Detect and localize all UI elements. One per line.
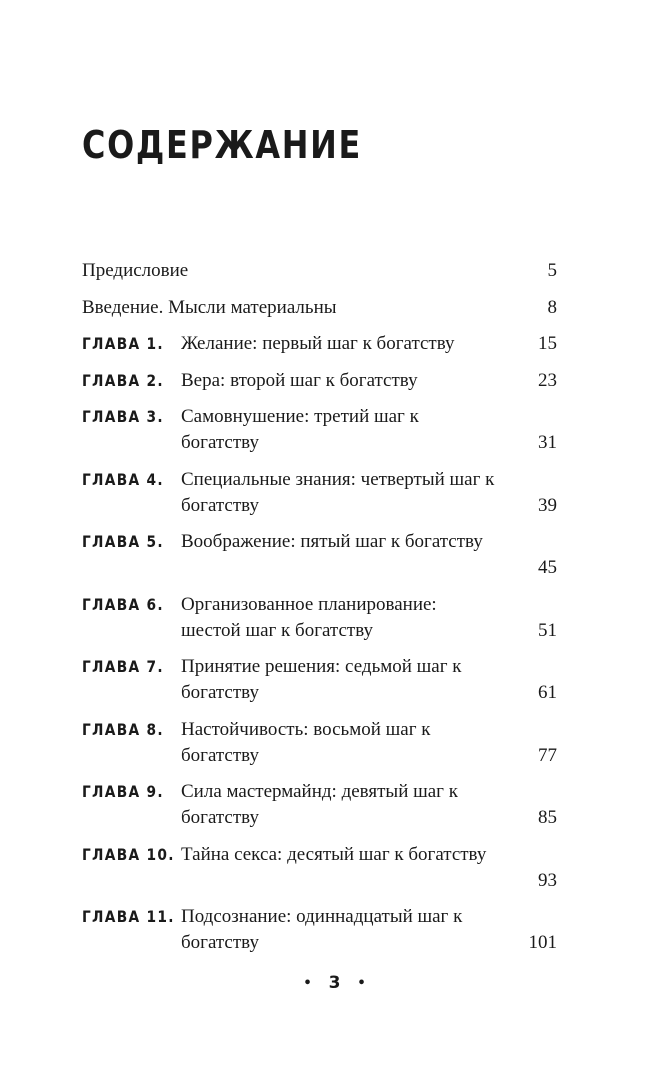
toc-page-number: 5 (547, 260, 557, 281)
toc-page-number: 101 (528, 932, 557, 953)
toc-entry-title: Сила мастермайнд: девятый шаг к богатству (181, 781, 458, 828)
toc-page-number: 93 (538, 869, 557, 891)
chapter-label: ГЛАВА 5. (82, 532, 164, 551)
toc-entry-chapter-5[interactable] (82, 529, 557, 581)
chapter-label: ГЛАВА 1. (82, 334, 164, 353)
toc-page-number: 61 (538, 682, 557, 703)
toc-page-number: 77 (538, 744, 557, 766)
toc-page-number: 85 (538, 807, 557, 828)
chapter-label: ГЛАВА 7. (82, 657, 164, 676)
page-footer (0, 970, 669, 998)
toc-entry-title: Желание: первый шаг к богатству (181, 333, 455, 354)
toc-page-number: 51 (538, 619, 557, 641)
toc-entry-title: Введение. Мысли материальны (82, 296, 337, 318)
chapter-label: ГЛАВА 6. (82, 594, 164, 614)
toc-entry-chapter-6[interactable] (82, 592, 557, 644)
toc-entry-chapter-2[interactable] (82, 368, 557, 394)
toc-entry-title: Принятие решения: седьмой шаг к богатству (181, 656, 462, 703)
toc-page-number: 8 (547, 296, 557, 318)
toc-page-number: 23 (538, 369, 557, 391)
toc-entry-title: Специальные знания: четвертый шаг к богатству (181, 468, 495, 516)
toc-page-number: 45 (538, 557, 557, 578)
toc-entry-introduction[interactable] (82, 295, 557, 321)
toc-entry-chapter-3[interactable] (82, 404, 557, 456)
toc-page-number: 39 (538, 494, 557, 516)
chapter-label: ГЛАВА 10. (82, 844, 175, 864)
toc-entry-chapter-4[interactable] (82, 467, 557, 519)
toc-page-number: 15 (538, 333, 557, 354)
page-title: СОДЕРЖАНИЕ (82, 123, 363, 167)
chapter-label: ГЛАВА 4. (82, 469, 164, 489)
chapter-label: ГЛАВА 2. (82, 370, 164, 390)
toc-entry-chapter-8[interactable] (82, 717, 557, 769)
toc-entry-title: Организованное планирование: шестой шаг к богатству (181, 593, 437, 641)
toc-entry-title: Предисловие (82, 260, 189, 281)
bullet-icon: • (357, 976, 366, 991)
table-of-contents (82, 258, 557, 967)
chapter-label: ГЛАВА 11. (82, 907, 175, 926)
toc-entry-chapter-10[interactable] (82, 842, 557, 894)
toc-entry-title: Вера: второй шаг к богатству (181, 369, 418, 391)
toc-entry-title: Тайна секса: десятый шаг к богатству (181, 843, 487, 865)
toc-entry-chapter-11[interactable] (82, 904, 557, 956)
chapter-label: ГЛАВА 3. (82, 407, 164, 426)
toc-entry-title: Настойчивость: восьмой шаг к богатству (181, 718, 431, 766)
page-number: 3 (328, 973, 341, 993)
chapter-label: ГЛАВА 8. (82, 719, 164, 739)
toc-entry-title: Воображение: пятый шаг к богатству (181, 531, 483, 552)
toc-page-number: 31 (538, 432, 557, 453)
toc-entry-title: Самовнушение: третий шаг к богатству (181, 406, 419, 453)
toc-entry-chapter-9[interactable] (82, 779, 557, 831)
chapter-label: ГЛАВА 9. (82, 782, 164, 801)
toc-entry-preface[interactable] (82, 258, 557, 284)
bullet-icon: • (303, 976, 312, 991)
toc-entry-chapter-1[interactable] (82, 331, 557, 357)
toc-entry-title: Подсознание: одиннадцатый шаг к богатству (181, 906, 463, 953)
toc-entry-chapter-7[interactable] (82, 654, 557, 706)
